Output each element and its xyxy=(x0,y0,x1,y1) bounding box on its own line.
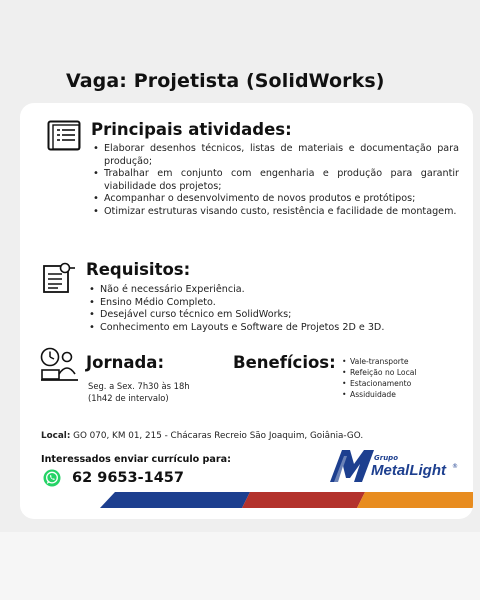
clock-worker-icon xyxy=(40,347,80,383)
whatsapp-icon[interactable] xyxy=(43,469,61,487)
contact-heading: Interessados enviar currículo para: xyxy=(41,454,231,465)
list-item: • Vale-transporte xyxy=(342,356,462,367)
location-address: GO 070, KM 01, 215 - Chácaras Recreio São Joaquim, Goiânia-GO. xyxy=(73,431,364,441)
list-item: • Assiduidade xyxy=(342,389,462,400)
clipboard-requirements-icon xyxy=(42,260,76,294)
list-item: • Elaborar desenhos técnicos, listas de materiais e documentação para produção; xyxy=(93,143,459,168)
jornada-hours: Seg. a Sex. 7h30 às 18h xyxy=(88,381,190,391)
list-item: • Não é necessário Experiência. xyxy=(89,284,459,297)
requisitos-list xyxy=(89,284,459,334)
list-item: • Trabalhar em conjunto com engenharia e produção para garantir viabilidade dos projetos; xyxy=(93,168,459,193)
jornada-break: (1h42 de intervalo) xyxy=(88,393,169,403)
atividades-list xyxy=(93,143,459,219)
location-label: Local: xyxy=(41,431,71,441)
requisitos-heading: Requisitos: xyxy=(86,260,191,279)
logo-grupo-text: Grupo xyxy=(374,454,399,462)
page-footer-background xyxy=(0,532,480,600)
logo-registered-mark: ® xyxy=(452,463,458,470)
list-item: • Ensino Médio Completo. xyxy=(89,297,459,310)
job-card xyxy=(20,103,473,519)
beneficios-heading: Benefícios: xyxy=(233,353,336,372)
list-item: • Acompanhar o desenvolvimento de novos produtos e protótipos; xyxy=(93,193,459,206)
document-list-icon xyxy=(47,120,83,152)
jornada-heading: Jornada: xyxy=(86,353,165,372)
list-item: • Conhecimento em Layouts e Software de Projetos 2D e 3D. xyxy=(89,322,459,335)
job-title: Vaga: Projetista (SolidWorks) xyxy=(66,70,385,92)
list-item: • Otimizar estruturas visando custo, resistência e facilidade de montagem. xyxy=(93,206,459,219)
beneficios-list xyxy=(342,356,462,400)
atividades-heading: Principais atividades: xyxy=(91,120,292,139)
metallight-logo-mark xyxy=(328,448,376,484)
logo-name-text: MetalLight xyxy=(371,462,446,479)
list-item: • Refeição no Local xyxy=(342,367,462,378)
list-item: • Estacionamento xyxy=(342,378,462,389)
color-stripe xyxy=(20,492,473,508)
location-line xyxy=(41,431,363,441)
list-item: • Desejável curso técnico em SolidWorks; xyxy=(89,309,459,322)
contact-phone[interactable]: 62 9653-1457 xyxy=(72,470,184,486)
